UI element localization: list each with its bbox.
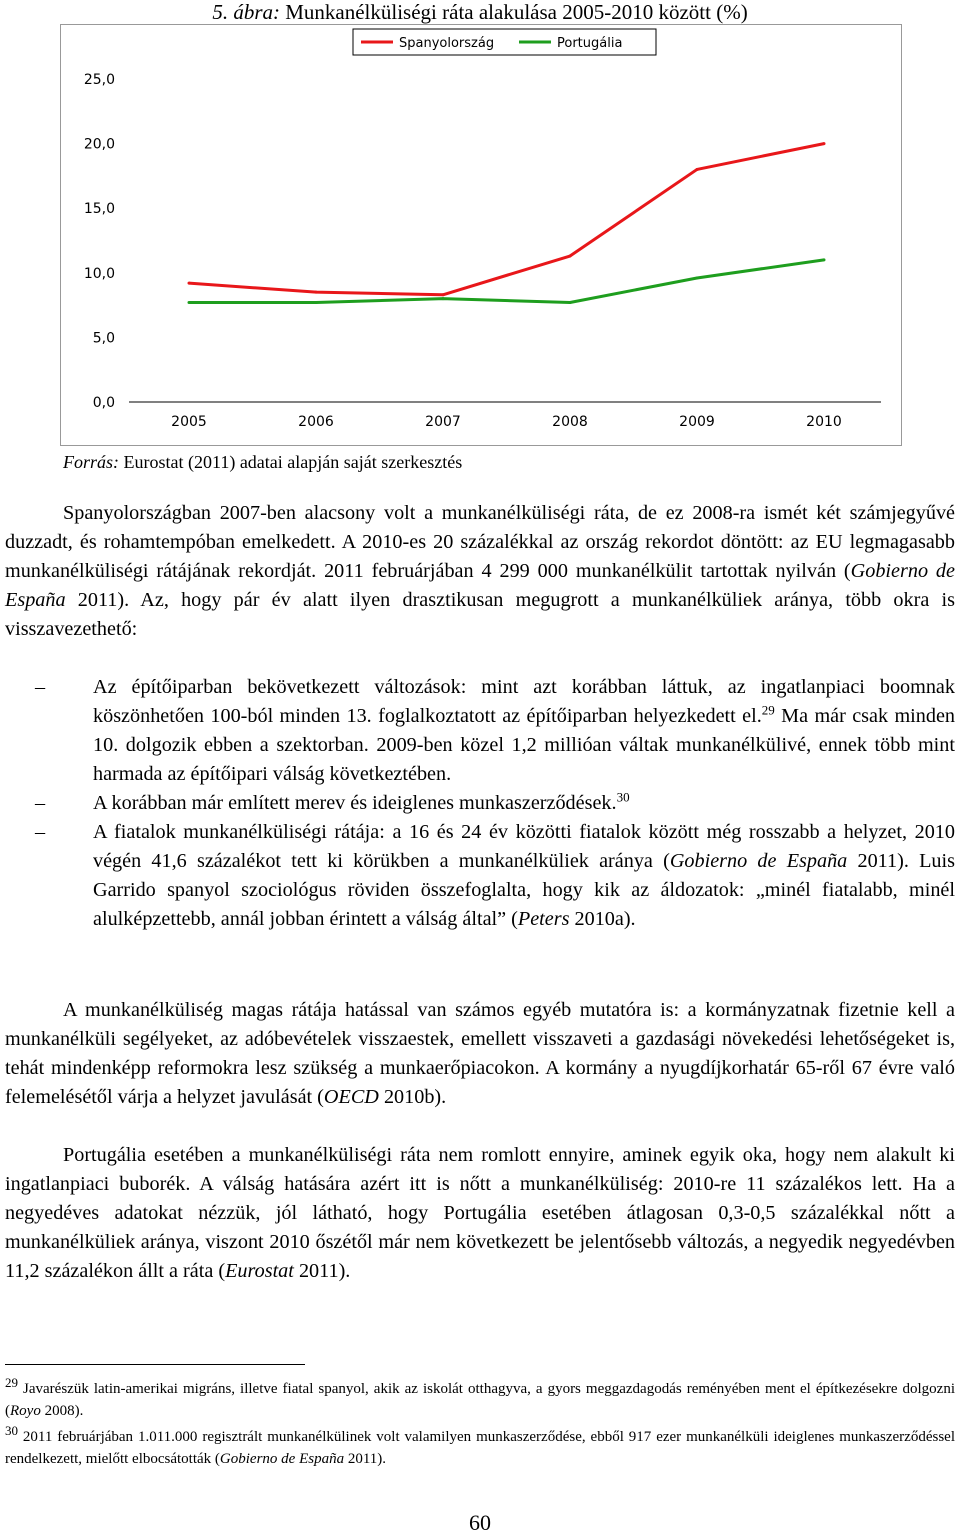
line-chart (60, 24, 902, 446)
list-item (5, 818, 955, 934)
list-item-text-a: Az építőiparban bekövetkezett változások: mint azt korábban láttuk, az ingatlanpiaci boomnak köszönhetően 100-ból minden 13. foglalkoztatott az építőiparban helyezkedett el. (93, 676, 955, 727)
chart-canvas (61, 25, 901, 445)
data-point (696, 168, 699, 171)
data-point (188, 301, 191, 304)
data-point (823, 258, 826, 261)
paragraph-2 (5, 996, 955, 1112)
citation: Peters (517, 908, 570, 930)
footnote-text-a: 2011 februárjában 1.011.000 regisztrált munkanélkülinek volt valamilyen munkaszerződése, ebből 917 ezer munkanélküli ideiglenes munkaszerződéssel rendelkezett, mielőtt elbocsátották ( (5, 1429, 955, 1467)
footnote (5, 1423, 955, 1470)
page-number: 60 (469, 1510, 491, 1535)
paragraph-3-text-b: 2011). (293, 1260, 351, 1282)
figure-source (63, 451, 462, 473)
x-tick-label: 2010 (806, 414, 842, 430)
footnote-number: 29 (5, 1375, 18, 1390)
paragraph-1-text-a: Spanyolországban 2007-ben alacsony volt a munkanélküliségi ráta, de ez 2008-ra ismét két számjegyűvé duzzadt, és rohamtempóban emelkedett. A 2010-es 20 százalékkal az ország rekordot döntött: az EU legmagasabb munkanélküliségi rátájának rekordját. 2011 februárjában 4 299 000 munkanélkülit tartottak nyilván ( (5, 502, 955, 582)
citation: Gobierno de España (219, 1451, 345, 1467)
list-item-text-b: 2011). Luis Garrido spanyol szociológus röviden összefoglalta, hogy kik az áldozatok: „minél fiatalabb, minél alulképzettebb, annál jobban érintett a válság által” ( (93, 850, 955, 930)
citation: Eurostat (225, 1260, 294, 1282)
paragraph-1 (5, 499, 955, 644)
paragraph-3 (5, 1141, 955, 1286)
y-tick-label: 0,0 (92, 395, 115, 411)
footnote-text-a: Javarészük latin-amerikai migráns, illetve fiatal spanyol, akik az iskolát otthagyva, a gyors meggazdagodás reményében ment el építkezésekre dolgozni ( (5, 1381, 955, 1419)
citation: Gobierno de España (669, 850, 848, 872)
dash-bullet: – (35, 676, 46, 698)
legend-label: Spanyolország (399, 36, 495, 51)
paragraph-2-text-b: 2010b). (378, 1086, 447, 1108)
list-item-text-c: 2010a). (569, 908, 636, 930)
data-point (315, 291, 318, 294)
data-point (823, 142, 826, 145)
list-item-text-b: Ma már csak minden 10. dolgozik ebben a szektorban. 2009-ben közel 1,2 millióan váltak munkanélkülivé, ennek több mint harmada az építőipari válság következtében. (93, 705, 956, 785)
y-tick-label: 10,0 (83, 265, 115, 282)
paragraph-1-text-b: 2011). Az, hogy pár év alatt ilyen drasztikusan megugrott a munkanélküliek aránya, több okra is visszavezethető: (5, 589, 955, 640)
data-point (569, 301, 572, 304)
footnote-text-b: 2008). (40, 1403, 84, 1419)
reason-list (5, 673, 955, 934)
footnote-ref[interactable]: 30 (616, 789, 630, 805)
data-point (696, 276, 699, 279)
dash-bullet: – (35, 821, 46, 843)
data-point (442, 297, 445, 300)
x-tick-label: 2007 (425, 414, 461, 430)
footnotes (5, 1375, 955, 1474)
paragraph-3-text-a: Portugália esetében a munkanélküliségi ráta nem romlott ennyire, aminek egyik oka, hogy nem alakult ki ingatlanpiaci buborék. A válság hatására azért itt is nőtt a munkanélküliség: 2010-re 11 százalékos lett. Ha a negyedéves adatokat nézzük, jól látható, hogy Portugália esetében átlagosan 0,3-0,5 százalékkal nőtt a munkanélküliek aránya, viszont 2010 őszétől már nem következett be jelentősebb változás, a negyedik negyedévben 11,2 százalékon állt a ráta ( (5, 1144, 955, 1282)
list-item (5, 789, 955, 818)
source-text: Eurostat (2011) adatai alapján saját szerkesztés (119, 452, 463, 472)
dash-bullet: – (35, 792, 46, 814)
list-item (5, 673, 955, 789)
citation: OECD (323, 1086, 379, 1108)
footnote-number: 30 (5, 1423, 18, 1438)
figure-label: 5. ábra: (212, 0, 280, 24)
figure-title: Munkanélküliségi ráta alakulása 2005-2010 között (%) (279, 0, 748, 24)
data-point (569, 255, 572, 258)
x-tick-label: 2006 (298, 414, 334, 430)
data-point (442, 293, 445, 296)
data-point (188, 282, 191, 285)
y-tick-label: 20,0 (83, 136, 115, 153)
list-item-text-a: A fiatalok munkanélküliségi rátája: a 16 és 24 év közötti fiatalok között még rosszabb a helyzet, 2010 végén 41,6 százalékot tett ki körükben a munkanélküliek aránya ( (93, 821, 955, 872)
figure-caption (0, 0, 960, 24)
legend-label: Portugália (557, 36, 623, 51)
paragraph-2-text-a: A munkanélküliség magas rátája hatással van számos egyéb mutatóra is: a kormányzatnak fizetnie kell a munkanélküli segélyeket, az adóbevételek visszaestek, emellett visszaveti a gazdasági növekedési lehetőségeket is, tehát mindenképp reformokra lesz szükség a munkaerőpiacokon. A kormány a nyugdíjkorhatár 65-ről 67 évre való felemelésétől várja a helyzet javulását ( (5, 999, 955, 1108)
list-item-text-a: A korábban már említett merev és ideiglenes munkaszerződések. (93, 792, 617, 814)
data-point (315, 301, 318, 304)
footnote-text-b: 2011). (344, 1451, 387, 1467)
series-line-portugal (189, 260, 824, 303)
y-tick-label: 25,0 (83, 72, 115, 88)
x-tick-label: 2008 (552, 414, 588, 430)
y-tick-label: 15,0 (83, 201, 115, 218)
footnote-divider (5, 1364, 305, 1365)
y-tick-label: 5,0 (92, 330, 115, 347)
citation: Royo (10, 1403, 41, 1419)
source-label: Forrás: (63, 452, 120, 472)
citation: Gobierno de España (5, 560, 955, 611)
x-tick-label: 2009 (679, 414, 715, 430)
footnote-ref[interactable]: 29 (761, 702, 775, 718)
x-tick-label: 2005 (171, 414, 207, 430)
footnote (5, 1375, 955, 1422)
